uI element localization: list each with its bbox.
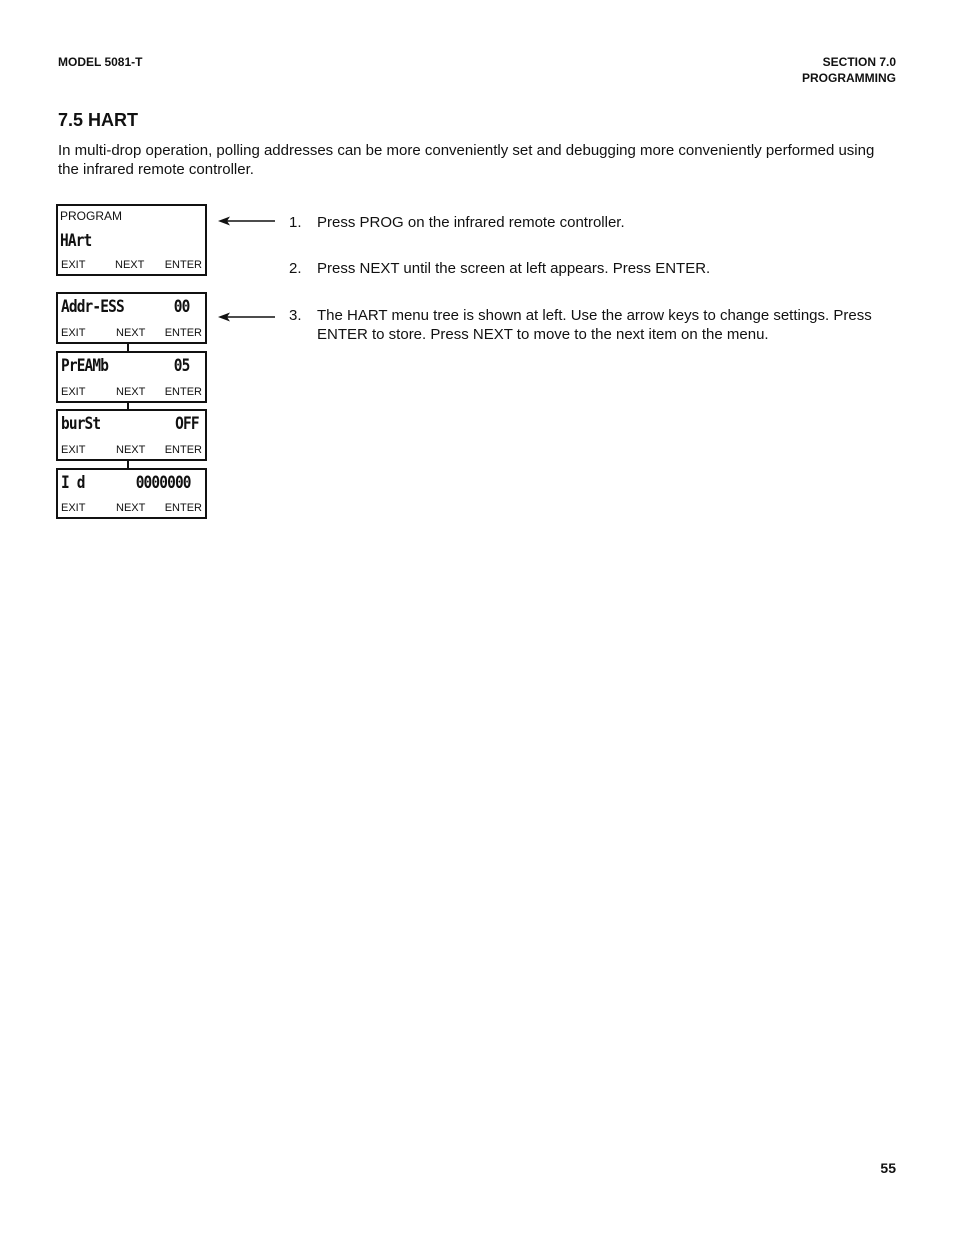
display-main-text: Addr-ESS xyxy=(61,297,124,317)
model-header xyxy=(58,54,142,70)
exit-softkey: EXIT xyxy=(61,327,86,339)
menu-connector xyxy=(127,342,129,351)
display-main-text: HArt xyxy=(60,231,92,251)
exit-softkey: EXIT xyxy=(61,386,86,398)
enter-softkey: ENTER xyxy=(164,259,202,271)
display-value: 0000000 xyxy=(136,473,191,493)
model-label: MODEL 5081-T xyxy=(58,55,143,69)
display-value: OFF xyxy=(175,414,199,434)
exit-softkey: EXIT xyxy=(61,259,86,271)
section-title: 7.5 HART xyxy=(58,110,139,130)
intro-paragraph: In multi-drop operation, polling addresses can be more conveniently set and debugging more conveniently performed using the infrared remote controller. xyxy=(58,142,875,178)
display-top-label: PROGRAM xyxy=(60,209,123,223)
section-header xyxy=(802,54,896,86)
pointer-arrow-icon xyxy=(218,311,276,323)
display-main-text: I d xyxy=(61,473,85,493)
step-text: Press NEXT until the screen at left appears. Press ENTER. xyxy=(317,260,711,277)
step-text: The HART menu tree is shown at left. Use the arrow keys to change settings. Press ENTER to store. Press NEXT to move to the next item on the menu. xyxy=(317,307,872,343)
step-number: 1. xyxy=(289,214,302,231)
display-address xyxy=(56,292,207,344)
display-program-hart xyxy=(56,204,207,276)
display-preamble xyxy=(56,351,207,403)
enter-softkey: ENTER xyxy=(164,327,202,339)
display-id xyxy=(56,468,207,519)
display-burst xyxy=(56,409,207,461)
step-number: 3. xyxy=(289,307,302,324)
step-text: Press PROG on the infrared remote controller. xyxy=(317,214,625,231)
enter-softkey: ENTER xyxy=(164,444,202,456)
display-value: 05 xyxy=(173,356,189,376)
step-number: 2. xyxy=(289,260,302,277)
display-value: 00 xyxy=(173,297,189,317)
exit-softkey: EXIT xyxy=(61,444,86,456)
chapter-label: PROGRAMMING xyxy=(802,71,896,85)
next-softkey: NEXT xyxy=(116,502,146,514)
display-main-text: PrEAMb xyxy=(61,356,109,376)
page-number: 55 xyxy=(880,1160,896,1176)
next-softkey: NEXT xyxy=(116,386,146,398)
display-main-text: burSt xyxy=(61,414,101,434)
section-label: SECTION 7.0 xyxy=(822,55,896,69)
next-softkey: NEXT xyxy=(116,444,146,456)
pointer-arrow-icon xyxy=(218,215,276,227)
next-softkey: NEXT xyxy=(116,327,146,339)
next-softkey: NEXT xyxy=(115,259,145,271)
menu-connector xyxy=(127,459,129,468)
enter-softkey: ENTER xyxy=(164,386,202,398)
enter-softkey: ENTER xyxy=(164,502,202,514)
exit-softkey: EXIT xyxy=(61,502,86,514)
